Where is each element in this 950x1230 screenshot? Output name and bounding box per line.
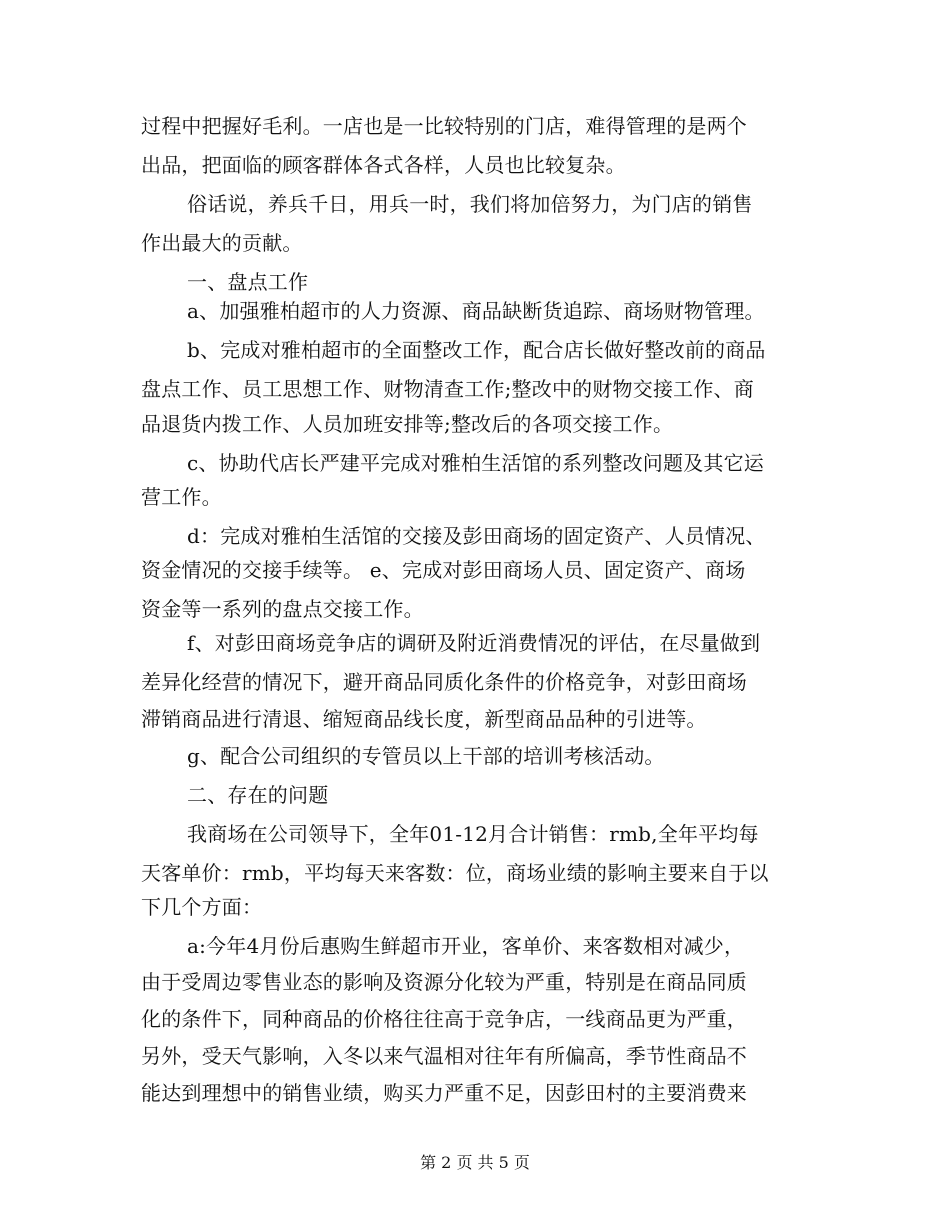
text-line: 营工作。 bbox=[141, 485, 222, 509]
text-line: 由于受周边零售业态的影响及资源分化较为严重，特别是在商品同质 bbox=[141, 970, 747, 994]
page-footer: 第 2 页 共 5 页 bbox=[420, 1153, 530, 1172]
text-line: 资金等一系列的盘点交接工作。 bbox=[141, 597, 424, 621]
text-line: b、完成对雅柏超市的全面整改工作，配合店长做好整改前的商品 bbox=[187, 338, 766, 362]
text-line: a:今年4月份后惠购生鲜超市开业，客单价、来客数相对减少， bbox=[187, 934, 745, 958]
text-line: 俗话说，养兵千日，用兵一时，我们将加倍努力，为门店的销售 bbox=[187, 192, 753, 216]
text-line: 滞销商品进行清退、缩短商品线长度，新型商品品种的引进等。 bbox=[141, 707, 707, 731]
text-line: 能达到理想中的销售业绩，购买力严重不足，因彭田村的主要消费来 bbox=[141, 1081, 747, 1105]
text-line: 过程中把握好毛利。一店也是一比较特别的门店，难得管理的是两个 bbox=[141, 114, 747, 138]
text-line: 作出最大的贡献。 bbox=[141, 231, 303, 255]
text-line: c、协助代店长严建平完成对雅柏生活馆的系列整改问题及其它运 bbox=[187, 451, 765, 475]
text-line: 我商场在公司领导下，全年01-12月合计销售：rmb,全年平均每 bbox=[187, 822, 759, 846]
text-line: 盘点工作、员工思想工作、财物清查工作;整改中的财物交接工作、商 bbox=[141, 377, 754, 401]
text-line: 另外，受天气影响，入冬以来气温相对往年有所偏高，季节性商品不 bbox=[141, 1044, 747, 1068]
text-line: 出品，把面临的顾客群体各式各样，人员也比较复杂。 bbox=[141, 153, 626, 177]
text-line: 资金情况的交接手续等。 e、完成对彭田商场人员、固定资产、商场 bbox=[141, 558, 746, 582]
section-heading: 二、存在的问题 bbox=[187, 783, 329, 807]
text-line: 下几个方面： bbox=[141, 895, 263, 919]
text-line: 化的条件下，同种商品的价格往往高于竞争店，一线商品更为严重， bbox=[141, 1007, 747, 1031]
text-line: 差异化经营的情况下，避开商品同质化条件的价格竞争，对彭田商场 bbox=[141, 670, 747, 694]
text-line: f、对彭田商场竞争店的调研及附近消费情况的评估，在尽量做到 bbox=[187, 631, 761, 655]
text-line: a、加强雅柏超市的人力资源、商品缺断货追踪、商场财物管理。 bbox=[187, 299, 765, 323]
section-heading: 一、盘点工作 bbox=[187, 270, 309, 294]
text-line: 天客单价：rmb，平均每天来客数：位，商场业绩的影响主要来自于以 bbox=[141, 861, 769, 885]
text-line: g、配合公司组织的专管员以上干部的培训考核活动。 bbox=[187, 744, 665, 768]
text-line: 品退货内拨工作、人员加班安排等;整改后的各项交接工作。 bbox=[141, 412, 674, 436]
text-line: d：完成对雅柏生活馆的交接及彭田商场的固定资产、人员情况、 bbox=[187, 524, 766, 548]
